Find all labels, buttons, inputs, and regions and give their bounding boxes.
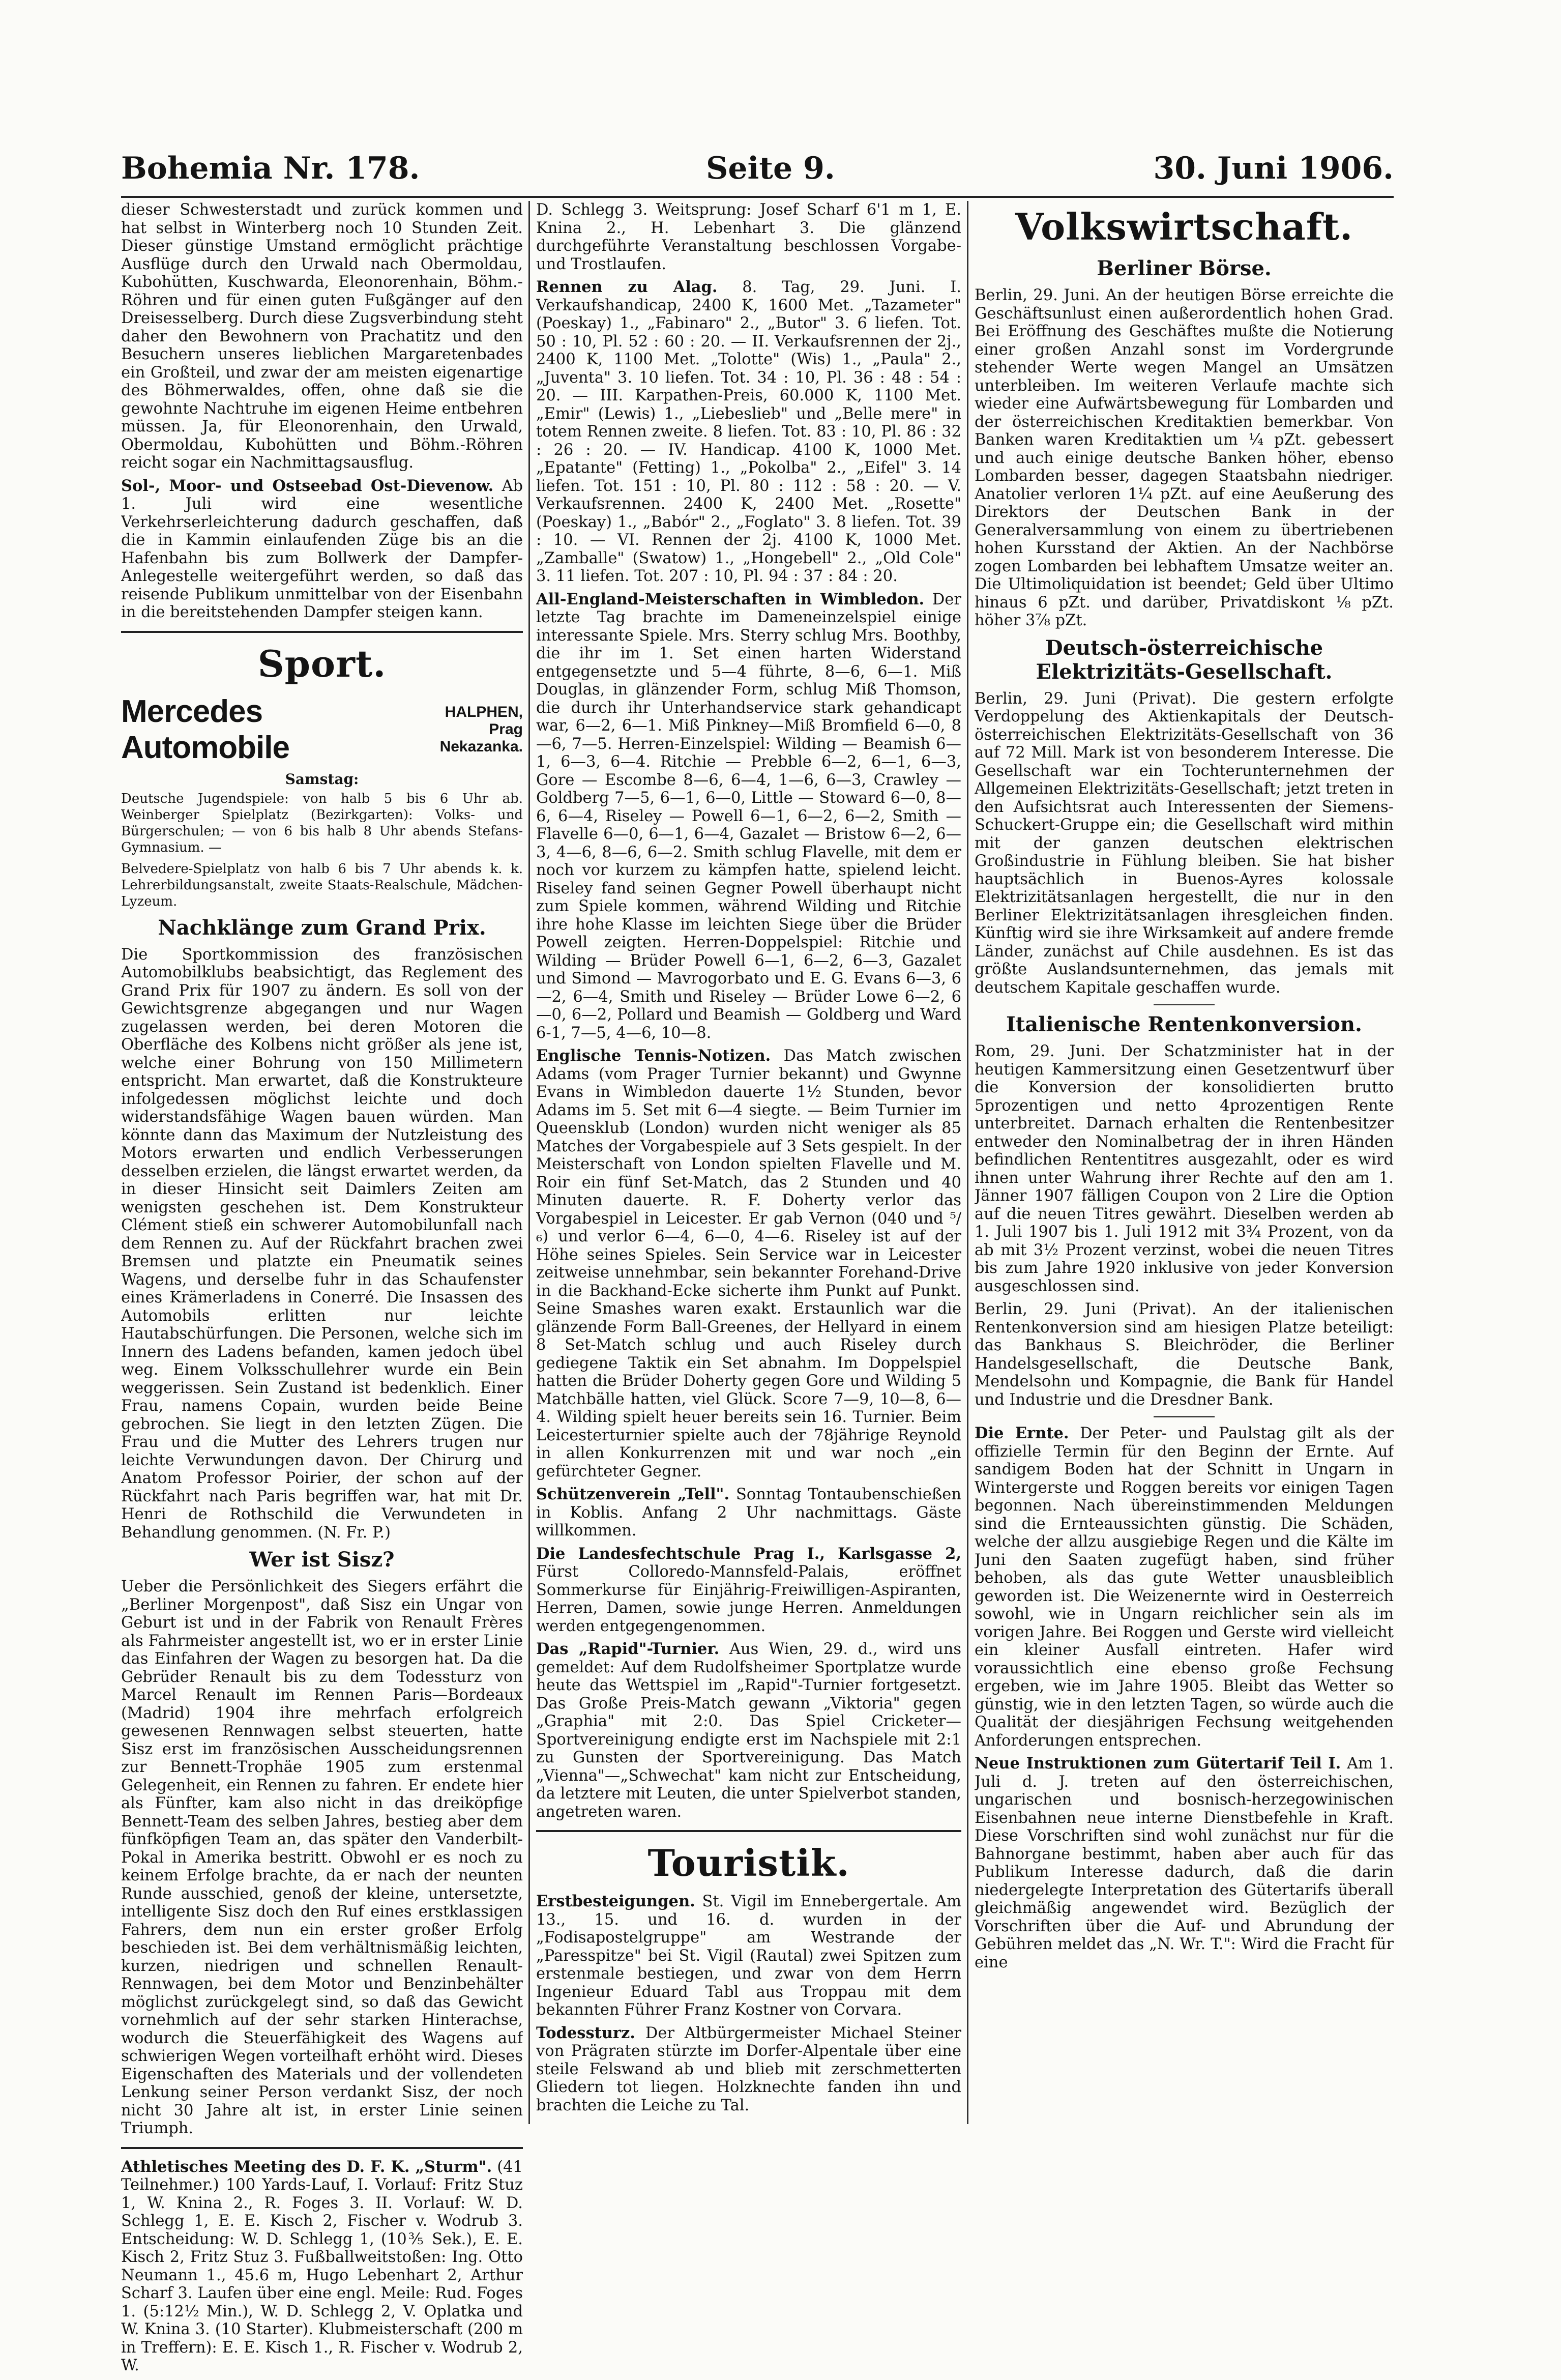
section-heading-sport: Sport.	[257, 642, 387, 685]
schedule-block	[121, 771, 523, 910]
article-tell-title: Schützenverein „Tell".	[536, 1485, 730, 1503]
article-todes-title: Todessturz.	[536, 2023, 635, 2042]
article-rentenkonversion: Rom, 29. Juni. Der Schatzminister hat in der heutigen Kammersitzung einen Gesetzentwurf über die Konversion der konsolidierten brutto 5prozentigen und netto 4prozentigen Rente unterbreitet. Darnach erhalten die Rentenbesitzer entweder den Nominalbetrag der in ihren Händen befindlichen Rententitres ausgezahlt, oder es wird ihnen unter Wahrung ihrer Rechte auf den am 1. Jänner 1907 fälligen Coupon von 2 Lire die Option auf die neuen Titres gewährt. Dieselben werden ab 1. Juli 1907 bis 1. Juli 1912 mit 3¾ Prozent, von da ab mit 3½ Prozent verzinst, wobei die neuen Titres bis zum Jahre 1920 inklusive von jeder Konversion ausgeschlossen sind.	[975, 1042, 1394, 1295]
article-rapid-title: Das „Rapid"-Turnier.	[536, 1640, 720, 1658]
article-divider	[1154, 1004, 1215, 1005]
article-divider	[1154, 1416, 1215, 1417]
article-tennis-notes	[536, 1047, 961, 1481]
article-grand-prix: Die Sportkommission des französischen Automobilklubs beabsichtigt, das Reglement des Grand Prix für 1907 zu ändern. Es soll von der Gewichtsgrenze abgegangen und nur Wagen zugelassen werden, bei deren Motoren die Oberfläche des Kolbens nicht größer als jene ist, welche einer Bohrung von 150 Millimetern entspricht. Man erwartet, daß die Konstrukteure infolgedessen möglichst leichte und doch widerstandsfähige Wagen bauen würden. Man könnte dann das Maximum der Nutzleistung des Motors erwarten und endlich Verbesserungen desselben erzielen, die längst erwartet werden, da in dieser Hinsicht seit Daimlers Zeiten am wenigsten geschehen ist. Dem Konstrukteur Clément stieß ein schwerer Automobilunfall nach dem Rennen zu. Auf der Rückfahrt brachen zwei Bremsen und platzte ein Pneumatik seines Wagens, und derselbe fuhr in das Schaufenster eines Krämerladens in Conerré. Die Insassen des Automobils erlitten nur leichte Hautabschürfungen. Die Personen, welche sich im Innern des Ladens befanden, kamen jedoch übel weg. Einem Volksschullehrer wurde ein Bein weggerissen. Sein Zustand ist bedenklich. Einer Frau, namens Copain, wurden beide Beine gebrochen. Sie liegt in den letzten Zügen. Die Frau und die Mutter des Lehrers trugen nur leichte Verwundungen davon. Der Chirurg und Anatom Professor Poirier, der schon auf der Rückfahrt nach Paris begriffen war, hat mit Dr. Henri de Rothschild die Verwundeten in Behandlung genommen. (N. Fr. P.)	[121, 945, 523, 1542]
section-rule	[121, 2147, 523, 2149]
article-tennis-title: Englische Tennis-Notizen.	[536, 1047, 771, 1065]
article-fechtschule-title: Die Landesfechtschule Prag I., Karlsgasse 2,	[536, 1544, 961, 1563]
article-winterberg: dieser Schwesterstadt und zurück kommen und hat selbst in Winterberg noch 10 Stunden Zeit. Dieser günstige Umstand ermöglicht prächtige Ausflüge durch den Urwald nach Obermoldau, Kubohütten, Kuschwarda, Eleonorenhain, Böhm.-Röhren und für einen guten Fußgänger auf den Dreisesselberg. Durch diese Zugsverbindung steht daher den Bewohnern von Prachatitz und den Besuchern unseres lieblichen Margaretenbades ein Großteil, und zwar der am meisten eigenartige des Böhmerwaldes, offen, ohne daß sie die gewohnte Nachtruhe im eigenen Heime entbehren müssen. Ja, für Eleonorenhain, den Urwald, Obermoldau, Kubohütten und Böhm.-Röhren reicht sogar ein Nachmittagsausflug.	[121, 201, 523, 472]
article-erst-body: St. Vigil im Ennebergertale. Am 13., 15. und 16. d. wurden in der „Fodisapostelgruppe" am Westrande der „Paresspitze" bei St. Vigil (Rautal) zwei Spitzen zum erstenmale bestiegen, und zwar von dem Herrn Ingenieur Eduard Tabl aus Troppau mit dem bekannten Führer Franz Kostner von Corvara.	[536, 1893, 961, 2019]
article-erst-title: Erstbesteigungen.	[536, 1892, 695, 1910]
article-tennis-body: Das Match zwischen Adams (vom Prager Turnier bekannt) und Gwynne Evans in Wimbledon dauerte 1½ Stunden, bevor Adams im 5. Set mit 6—4 siegte. — Beim Turnier im Queensklub (London) wurden nicht weniger als 85 Matches der Vorgabespiele auf 3 Sets gespielt. In der Meisterschaft von London spielten Flavelle und M. Roir ein fünf Set-Match, das 2 Stunden und 40 Minuten dauerte. R. F. Doherty verlor das Vorgabespiel in Leicester. Er gab Vernon (040 und ⁵/₆) und verlor 6—4, 6—0, 4—6. Riseley ist auf der Höhe seines Spieles. Sein Service war in Leicester zeitweise unnehmbar, sein bekannter Forehand-Drive in die Backhand-Ecke sicherte ihm Punkt auf Punkt. Seine Smashes waren exakt. Erstaunlich war die glänzende Form Ball-Greenes, der Hellyard in einem 8 Set-Match schlug und auch Riseley durch gediegene Taktik ein Set abnahm. Im Doppelspiel hatten die Brüder Doherty gegen Gore und Wilding 5 Matchbälle hatten, viel Glück. Score 7—9, 10—8, 6—4. Wilding spielt heuer bereits sein 16. Turnier. Beim Leicesterturnier spielte auch der 78jährige Reynold in allen Konkurrenzen mit und war noch „ein gefürchteter Gegner.	[536, 1047, 961, 1481]
article-athletics-continued: D. Schlegg 3. Weitsprung: Josef Scharf 6'1 m 1, E. Knina 2., H. Lebenhart 3. Die glänzend durchgeführte Veranstaltung beschlossen Vorgabe- und Trostlaufen.	[536, 201, 961, 273]
column-rule-1	[528, 201, 530, 2124]
article-todessturz	[536, 2024, 961, 2115]
article-title-boerse: Berliner Börse.	[1097, 256, 1272, 280]
advertisement-mercedes	[121, 693, 523, 766]
header-newspaper-name: Bohemia Nr. 178.	[121, 151, 420, 186]
article-dievenow	[121, 477, 523, 622]
ad-dealer-name: HALPHEN, Prag	[445, 703, 523, 738]
section-rule	[536, 1830, 961, 1832]
schedule-item: Deutsche Jugendspiele: von halb 5 bis 6 Uhr ab. Weinberger Spielplatz (Bezirkgarten): Volks- und Bürgerschulen; — von 6 bis halb 8 Uhr abends Stefans-Gymnasium. —	[121, 791, 523, 855]
column-3	[975, 201, 1394, 1977]
schedule-heading: Samstag:	[285, 770, 359, 788]
article-ernte	[975, 1425, 1394, 1750]
article-wimbledon-body: Der letzte Tag brachte im Dameneinzelspiel einige interessante Spiele. Mrs. Sterry schlug Mrs. Boothby, die ihr im 1. Set einen harten Widerstand entgegensetzte und 5—4 führte, 8—6, 6—1. Miß Douglas, in glänzender Form, schlug Miß Thomson, die durch ihr Unterhandservice stark gehandicapt war, 6—2, 6—1. Miß Pinkney—Miß Bromfield 6—0, 8—6, 7—5. Herren-Einzelspiel: Wilding — Beamish 6—1, 6—3, 6—4. Ritchie — Prebble 6—2, 6—1, 6—3, Gore — Escombe 8—6, 6—4, 1—6, 6—3, Crawley — Goldberg 7—5, 6—1, 6—0, Little — Stoward 6—0, 8—6, 6—4, Riseley — Powell 6—1, 6—2, 6—2, Smith — Flavelle 6—0, 6—1, 6—4, Gazalet — Bristow 6—2, 6—3, 4—6, 8—6, 6—2. Smith schlug Flavelle, mit dem er noch vor kurzem zu kämpfen hatte, spielend leicht. Riseley fand seinen Gegner Powell überhaupt nicht zum Spiele kommen, während Wilding und Ritchie ihre hohe Klasse im leichten Siege über die Brüder Powell zeigten. Herren-Doppelspiel: Ritchie und Wilding — Brüder Powell 6—1, 6—2, 6—3, Gazalet und Simond — Mavrogorbato und E. G. Evans 6—3, 6—2, 6—4, Smith und Riseley — Brüder Lowe 6—2, 6—0, 6—2, Pollard und Beamish — Goldberg und Ward 6-1, 7—5, 4—6, 10—8.	[536, 590, 961, 1042]
article-tell-body: Sonntag Tontaubenschießen in Koblis. Anfang 2 Uhr nachmittags. Gäste willkommen.	[536, 1486, 961, 1540]
article-szisz: Ueber die Persönlichkeit des Siegers erfährt die „Berliner Morgenpost", daß Sisz ein Ungar von Geburt ist und in der Fabrik von Renault Frères als Fahrmeister angestellt ist, wo er in erster Linie das Einfahren der Wagen zu besorgen hat. Da die Gebrüder Renault bis zu dem Todessturz von Marcel Renault im Rennen Paris—Bordeaux (Madrid) 1904 ihre mehrfach erfolgreich gewesenen Rennwagen selbst steuerten, hatte Sisz erst im französischen Ausscheidungsrennen zur Bennett-Trophäe 1905 zum erstenmal Gelegenheit, ein Rennen zu fahren. Er endete hier als Fünfter, kam also nicht in das dreiköpfige Bennett-Team des selben Jahres, bestieg aber dem fünfköpfigen Team an, das später den Vanderbilt-Pokal in Amerika bestritt. Obwohl er es noch zu keinem Erfolge brachte, da er nach der neunten Runde ausschied, genoß der kleine, untersetzte, intelligente Sisz doch den Ruf eines erstklassigen Fahrers, dem nun ein erster großer Erfolg beschieden ist. Bei dem verhältnismäßig leichten, kurzen, niedrigen und schnellen Renault-Rennwagen, bei dem Motor und Benzinbehälter möglichst zurückgelegt sind, so daß das Gewicht vornehmlich auf der sehr starken Hinterachse, wodurch die Steuerfähigkeit des Wagens auf schwierigen Wegen vorteilhaft erhöht wird. Dieses Eigenschaften des Materials und der vollendeten Lenkung seiner Person verdankt Sisz, der noch nicht 30 Jahre alt ist, in erster Linie seinen Triumph.	[121, 1578, 523, 2137]
article-rapid-body: Aus Wien, 29. d., wird uns gemeldet: Auf dem Rudolfsheimer Sportplatze wurde heute das Wettspiel im „Rapid"-Turnier fortgesetzt. Das Große Preis-Match gewann „Viktoria" gegen „Graphia" mit 2:0. Das Spiel Cricketer—Sportvereinigung endigte erst im Nachspiele mit 2:1 zu Gunsten der Sportvereinigung. Das Match „Vienna"—„Schwechat" kam nicht zur Entscheidung, da letztere mit Leuten, die unter Spielverbot standen, angetreten waren.	[536, 1640, 961, 1821]
article-wimbledon	[536, 591, 961, 1042]
article-elektrizitaet: Berlin, 29. Juni (Privat). Die gestern erfolgte Verdoppelung des Aktienkapitals der Deutsch-österreichischen Elektrizitäts-Gesellschaft von 36 auf 72 Mill. Mark ist von besonderem Interesse. Die Gesellschaft war ein Tochterunternehmen der Allgemeinen Elektrizitäts-Gesellschaft; jetzt treten in den Aufsichtsrat auch Interessenten der Siemens-Schuckert-Gruppe ein; die Gesellschaft wird mithin mit der ganzen deutschen elektrischen Großindustrie in Fühlung bleiben. Sie hat bisher hauptsächlich in Buenos-Ayres kolossale Elektrizitätsanlagen hergestellt, die nur in den Berliner Elektrizitätsanlagen ihresgleichen finden. Künftig wird sie ihre Wirksamkeit auf andere fremde Länder, zunächst auf Chile ausdehnen. Es ist das größte Auslandsunternehmen, das jemals mit deutschem Kapitale geschaffen wurde.	[975, 689, 1394, 997]
section-heading-volkswirtschaft: Volkswirtschaft.	[1015, 205, 1353, 248]
header-rule	[121, 196, 1394, 198]
article-rennen-alag	[536, 278, 961, 586]
column-2	[536, 201, 961, 2120]
schedule-item: Belvedere-Spielplatz von halb 6 bis 7 Uhr abends k. k. Lehrerbildungsanstalt, zweite Staats-Realschule, Mädchen-Lyzeum.	[121, 861, 523, 909]
article-athletics-title: Athletisches Meeting des D. F. K. „Sturm".	[121, 2157, 492, 2176]
article-title-elektrizitaet: Deutsch-österreichische Elektrizitäts-Gesellschaft.	[1036, 635, 1333, 684]
header-page-number: Seite 9.	[706, 151, 835, 186]
article-dievenow-body: Ab 1. Juli wird eine wesentliche Verkehrserleichterung dadurch geschaffen, daß die in Kammin einlaufenden Züge bis an die Hafenbahn bis zum Bollwerk der Dampfer-Anlegestelle weitergeführt werden, so daß das reisende Publikum unmittelbar von der Eisenbahn in die bereitstehenden Dampfer steigen kann.	[121, 477, 523, 621]
section-rule	[121, 631, 523, 633]
article-guetertarif-body: Am 1. Juli d. J. treten auf den österreichischen, ungarischen und bosnisch-herzegowinischen Eisenbahnen neue interne Dienstbefehle in Kraft. Diese Vorschriften sind wohl zunächst nur für die Bahnorgane bestimmt, haben aber auch für das Publikum Interesse dadurch, daß die darin niedergelegte Interpretation des Gütertarifs überall gleichmäßig angewendet wird. Bezüglich der Vorschriften über die Auf- und Abrundung der Gebühren meldet das „N. Wr. T.": Wird die Fracht für eine	[975, 1755, 1394, 1971]
article-guetertarif	[975, 1755, 1394, 1971]
article-tell	[536, 1486, 961, 1540]
article-wimbledon-title: All-England-Meisterschaften in Wimbledon.	[536, 590, 925, 608]
article-title-grand-prix: Nachklänge zum Grand Prix.	[158, 915, 486, 940]
article-guetertarif-title: Neue Instruktionen zum Gütertarif Teil I.	[975, 1754, 1341, 1773]
article-fechtschule	[536, 1545, 961, 1636]
header-date: 30. Juni 1906.	[1153, 151, 1394, 186]
article-rapid	[536, 1640, 961, 1821]
ad-dealer	[415, 704, 523, 756]
article-dievenow-title: Sol-, Moor- und Ostseebad Ost-Dievenow.	[121, 476, 494, 495]
article-ernte-title: Die Ernte.	[975, 1424, 1069, 1442]
article-title-rentenkonversion: Italienische Rentenkonversion.	[1006, 1012, 1362, 1036]
article-ernte-body: Der Peter- und Paulstag gilt als der offizielle Termin für den Beginn der Ernte. Auf sandigem Boden hat der Schnitt in Ungarn in Wintergerste und Roggen bereits vor einigen Tagen begonnen. Nach übereinstimmenden Meldungen sind die Ernteaussichten günstig. Die Schäden, welche der allzu ausgiebige Regen und die Kälte im Juni den Saaten zugefügt haben, sind früher behoben, als das gute Wetter unausbleiblich geworden ist. Die Weizenernte wird in Oesterreich sowohl, wie in Ungarn reichlicher sein als im vorigen Jahre. Bei Roggen und Gerste wird vielleicht ein kleiner Ausfall eintreten. Hafer wird voraussichtlich eine ebenso große Fechsung ergeben, wie im Jahre 1905. Bleibt das Wetter so günstig, wie in den letzten Tagen, so würde auch die Qualität der diesjährigen Fechsung weitgehenden Anforderungen entsprechen.	[975, 1425, 1394, 1750]
article-athletics-body: (41 Teilnehmer.) 100 Yards-Lauf, I. Vorlauf: Fritz Stuz 1, W. Knina 2., R. Foges 3. II. Vorlauf: W. D. Schlegg 1, E. E. Kisch 2, Fischer v. Wodrub 3. Entscheidung: W. D. Schlegg 1, (10⅗ Sek.), E. E. Kisch 2, Fritz Stuz 3. Fußballweitstoßen: Ing. Otto Neumann 1., 45.6 m, Hugo Lebenhart 2, Arthur Scharf 3. Laufen über eine engl. Meile: Rud. Foges 1. (5:12½ Min.), W. D. Schlegg 2, V. Oplatka und W. Knina 3. (10 Starter). Klubmeisterschaft (200 m in Treffern): E. E. Kisch 1., R. Fischer v. Wodrub 2, W.	[121, 2158, 523, 2374]
column-rule-2	[967, 201, 968, 2124]
page-header	[121, 151, 1394, 191]
article-todes-body: Der Altbürgermeister Michael Steiner von Prägraten stürzte im Dorfer-Alpentale über eine steile Felswand ab und blieb mit zerschmetterten Gliedern tot liegen. Holzknechte fanden ihn und brachten die Leiche zu Tal.	[536, 2024, 961, 2114]
article-erstbesteigungen	[536, 1893, 961, 2019]
article-rennen-title: Rennen zu Alag.	[536, 278, 718, 296]
article-fechtschule-body: Fürst Colloredo-Mannsfeld-Palais, eröffnet Sommerkurse für Einjährig-Freiwilligen-Aspiranten, Herren, Damen, sowie junge Herren. Anmeldungen werden entgegengenommen.	[536, 1563, 961, 1635]
ad-dealer-street: Nekazanka.	[439, 738, 523, 755]
article-title-szisz: Wer ist Sisz?	[249, 1548, 395, 1572]
column-1	[121, 201, 523, 2380]
article-boerse: Berlin, 29. Juni. An der heutigen Börse erreichte die Geschäftsunlust einen außerordentlich hohen Grad. Bei Eröffnung des Geschäftes mußte die Notierung einer großen Anzahl sonst im Vordergrunde stehender Werte wegen Mangel an Umsätzen unterbleiben. Im weiteren Verlaufe machte sich wieder eine Aufwärtsbewegung für Lombarden und der österreichischen Kreditaktien bemerkbar. Von Banken waren Kreditaktien um ¼ pZt. gebessert und auch einige deutsche Banken höher, ebenso Lombarden besser, dagegen Staatsbahn niedriger. Anatolier verloren 1¼ pZt. auf eine Aeußerung des Direktors der Deutschen Bank in der Generalversammlung von einem zu übertriebenen hohen Kursstand der Aktien. An der Nachbörse zogen Lombarden bei lebhaftem Umsatze weiter an. Die Ultimoliquidation ist beendet; Geld über Ultimo hinaus 6 pZt. und darüber, Privatdiskont ⅛ pZt. höher 3⅞ pZt.	[975, 286, 1394, 629]
article-rennen-body: 8. Tag, 29. Juni. I. Verkaufshandicap, 2400 K, 1600 Met. „Tazameter" (Poeskay) 1., „Fabinaro" 2., „Butor" 3. 6 liefen. Tot. 50 : 10, Pl. 52 : 60 : 20. — II. Verkaufsrennen der 2j., 2400 K, 1100 Met. „Tolotte" (Wis) 1., „Paula" 2., „Juventa" 3. 10 liefen. Tot. 34 : 10, Pl. 36 : 48 : 54 : 20. — III. Karpathen-Preis, 60.000 K, 1100 Met. „Emir" (Lewis) 1., „Liebeslieb" und „Belle mere" in totem Rennen zweite. 8 liefen. Tot. 83 : 10, Pl. 86 : 32 : 26 : 20. — IV. Handicap. 4100 K, 1000 Met. „Epatante" (Fetting) 1., „Pokolba" 2., „Eifel" 3. 14 liefen. Tot. 151 : 10, Pl. 80 : 112 : 58 : 20. — V. Verkaufsrennen. 2400 K, 2400 Met. „Rosette" (Poeskay) 1., „Babór" 2., „Foglato" 3. 8 liefen. Tot. 39 : 10. — VI. Rennen der 2j. 4100 K, 1000 Met. „Zamballe" (Swatow) 1., „Hongebell" 2., „Old Cole" 3. 11 liefen. Tot. 207 : 10, Pl. 94 : 37 : 84 : 20.	[536, 278, 961, 585]
article-rentenkonversion-berlin: Berlin, 29. Juni (Privat). An der italienischen Rentenkonversion sind am hiesigen Platze beteiligt: das Bankhaus S. Bleichröder, die Berliner Handelsgesellschaft, die Deutsche Bank, Mendelsohn und Kompagnie, die Bank für Handel und Industrie und die Dresdner Bank.	[975, 1300, 1394, 1409]
section-heading-touristik: Touristik.	[647, 1841, 850, 1884]
ad-brand-name: Mercedes Automobile	[121, 693, 289, 765]
article-athletics	[121, 2158, 523, 2375]
